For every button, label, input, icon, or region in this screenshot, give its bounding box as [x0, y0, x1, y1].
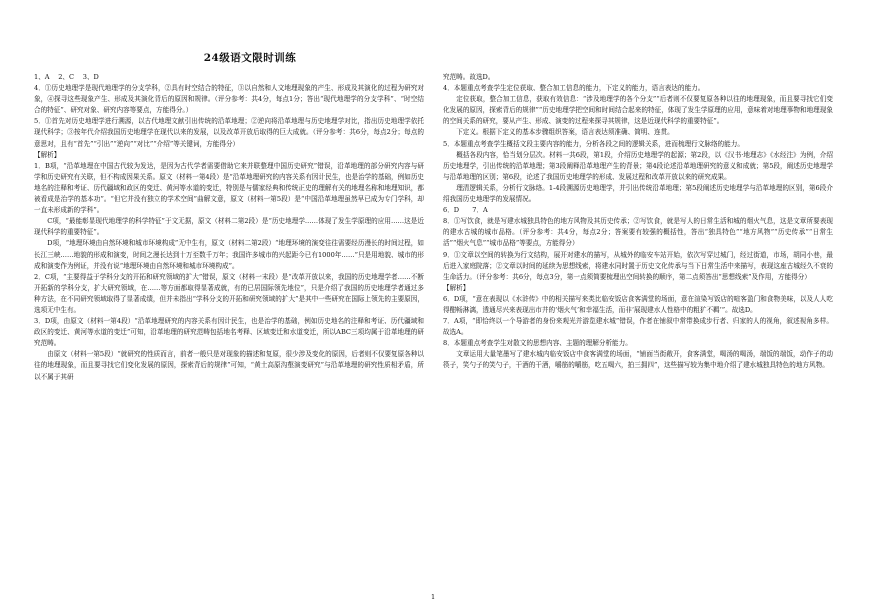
left-paragraph: 3．D项，由原文（材料一第4段）“沿革地理研究的内容关系有因计民生，也是治学的基础，例如历史地名的注释和考证、历代疆域和政区的变迁、黄河等水道的变迁”可知，沿革地理的研究范畴包括地名考释、区域变迁和水道变迁，所以ABC三项均属于沿革地理的研究范畴。: [34, 317, 424, 348]
right-paragraph: 下定义。根据下定义的基本步骤组织答案，语言表达须准确、简明、连贯。: [456, 128, 674, 137]
right-paragraph: 8．①写饮食，就是写建水城独具特色的地方风物及其历史传承；②写饮食，就是写人的日常生活和城的烟火气息，这是文章所要表现的建水古城的城市品格。（评分参考：共4分，每点2分；答案要有较强的概括性，答出“独具特色”“地方风物”“历史传承”“日常生活”“烟火气息”“城市品格”等要点，方能得分）: [443, 217, 833, 248]
right-paragraph: 8．本题重点考查学生对散文的思想内容、主题的理解分析能力。: [443, 339, 632, 348]
right-paragraph: 4．本题重点考查学生定位获取、整合加工信息的能力，下定义的能力，语言表达的能力。: [443, 84, 705, 93]
right-paragraph: 文章运用大量笔墨写了建水城内临安饭店中食客满堂的场面，“铺面当街敞开，食客满堂，喝汤的喝汤，端饭的端饭，动作子的动筷子，笑勺子的笑勺子，干酒的干酒，嚼筋的嚼筋，吃五喝六，拍三拥四”，这些描写较为集中地介绍了建水城独具特色的地方风物。: [443, 350, 833, 370]
right-paragraph: 6．D项，“意在表现以《水浒传》中的相关描写来类比临安饭店食客满堂的场面，意在渲染写饭店的喧客盈门和食物美味，以及人人吃得酣畅淋漓，透通尽兴来表现出市井的‘烟火气’和幸福生活，而非‘展现建水人性格中的粗犷不羁’”。故选D。: [443, 294, 833, 314]
right-paragraph: 概括各段内容，恰当划分层次。材料一共6段，第1段，介绍历史地理学的起源；第2段，以《汉书·地理志》《水经注》为例，介绍历史地理学，引出传统的沿革地理；第3段阐释沿革地理产生的背景；第4段论述沿革地理研究的意义和成就；第5段，阐述历史地理学与沿革地理的区别；第6段，论述了我国历史地理学的形成、发展过程和改革开放以来的研究成果。: [443, 150, 833, 181]
left-paragraph: 1．B项，“沿革地理在中国古代较为发达，是因为古代学者需要借助它来并联整理中国历史研究”错误，沿革地理的部分研究内容与研学和历史研究有关联，但不构成因果关系。原文（材料一第4段）是“沿革地理研究的内容关系有因计民生，也是治学的基础，例如历史地名的注释和考证、历代疆域和政区的变迁、黄河等水道的变迁，特别是与儒家经典和传统正史的理解有关的地理名称和地理知识，都被看成是治学的基本功”。“但它并没有独立的学术空间”曲解文意，原文（材料一第5段）是“中国沿革地理虽然早已成为专门学科，却一直未形成新的学科”。: [34, 161, 425, 215]
left-paragraph: 5．①首先对历史地理学进行溯源，以古代地理文献引出传统的沿革地理；②逆向将沿革地理与历史地理学对比，指出历史地理学依托现代科学；③按年代介绍我国历史地理学在现代以来的发展，以及改革开放后取得的巨大成就。（评分参考：共6分，每点2分；每点的意思对，且有“首先”“引出”“逆向”“对比”“介绍”等关键词，方能得分）: [34, 117, 424, 148]
right-paragraph: 定位获取，整合加工信息，获取有效信息：“涉及地理学的各个分支”“后者则不仅要复原各种以往的地理现象，而且要寻找它们变化发展的原因，探索背后的规律”“历史地理学把空间和时间结合起来的特征，体现了发生学原理的应用，意味着对地理事物和地理现象的空间关系的研究，要从产生、形成、演变的过程来探寻其规律，这是近现代科学的重要特征”。: [443, 95, 833, 126]
page-number: 1: [431, 593, 436, 601]
left-paragraph: 2．C项，“主要得益于学科分支的开拓和研究领域的扩大”错误，原文（材料一末段）是“改革开放以来，我国的历史地理学者……不断开拓新的学科分支，扩大研究领域，在……等方面都取得显著成就，有的已居国际领先地位”，只是介绍了我国的历史地理学者通过多种方法，在不同研究领域取得了显著成绩，但并未指出“学科分支的开拓和研究领域的扩大”是其中一些研究在国际上领先的主要原因，选项无中生有。: [34, 272, 424, 314]
right-paragraph: 究范畴。故选D。: [443, 73, 495, 81]
left-paragraph: C项，“最能彰显现代地理学的科学特征”于文无据，原文（材料二第2段）是“历史地理学……体现了发生学原理的应用……这是近现代科学的重要特征”。: [34, 217, 424, 237]
left-paragraph: D项，“地理环境由自然环境和城市环境构成”无中生有，原文（材料二第2段）“地理环境的演变往往需要经历漫长的时间过程，如长江三峡……地貌的形成和演变，时间之漫长达到十万至数千万年；我国许多城市的兴起距今已有1000年……”只是用地貌、城市的形成和演变作为例证，并没有说“地理环境由自然环境和城市环境构成”。: [34, 239, 424, 270]
left-paragraph: 由原文（材料一第5段）“就研究的性质而言，前者一般只是对现象的描述和复原，很少涉及变化的原因，后者则不仅要复原各种以往的地理现象，而且要寻找它们变化发展的原因，探索背后的规律”可知，“黄土高原沟壑演变研究”与沿革地理的研究性质相矛盾，所以不属于其研: [34, 350, 425, 381]
left-paragraph: 1、A 2、C 3、D: [34, 73, 99, 81]
right-column: [443, 72, 833, 372]
right-paragraph: 5．本题重点考查学生概括文段主要内容的能力，分析各段之间的逻辑关系，进而梳理行文脉络的能力。: [443, 139, 744, 148]
left-paragraph: 4．①历史地理学是现代地理学的分支学科，②具有时空结合的特征，③以自然和人文地理现象的产生、形成及其演化的过程为研究对象，④探寻这些现象产生、形成及其演化背后的原因和规律。（评分参考：共4分，每点1分；答出“现代地理学的分支学科”、“时空结合的特征”、研究对象、研究内容等要点，方能得分。）: [34, 84, 424, 115]
right-paragraph: 【解析】: [443, 283, 470, 292]
document-title: 24级语文限时训练: [203, 52, 297, 64]
right-paragraph: 理清逻辑关系，分析行文脉络。1-4段溯源历史地理学，并引出传统沿革地理；第5段阐述历史地理学与沿革地理的区别，第6段介绍我国历史地理学的发展情况。: [443, 183, 833, 204]
right-paragraph: 9．①文章以空间的转换为行文结构，展开对建水的描写，从城外的临安车站开始，依次写穿过城门，经过街道，市场，胡同小巷，最后进入家庭院落；②文章以时间的延续为思想线索，将建水同时置于历史文化传承与当下日常生活中来描写，表现这座古城经久不衰的生命活力。（评分参考：共6分，每点3分，第一点须简要梳理出空间转换的顺序，第二点须答出“思想线索”及作用，方能得分）: [443, 250, 833, 281]
left-column: [34, 72, 424, 383]
right-paragraph: 7．A项，“即恰终以一个导游者的身份来观光并游览建水城”错误，作者在铺叙中常带换成步行者、归家的人的视角，叙述视角多样。故选A。: [443, 317, 833, 337]
right-paragraph: 6．D 7．A: [443, 206, 488, 215]
left-paragraph: 【解析】: [34, 150, 61, 159]
